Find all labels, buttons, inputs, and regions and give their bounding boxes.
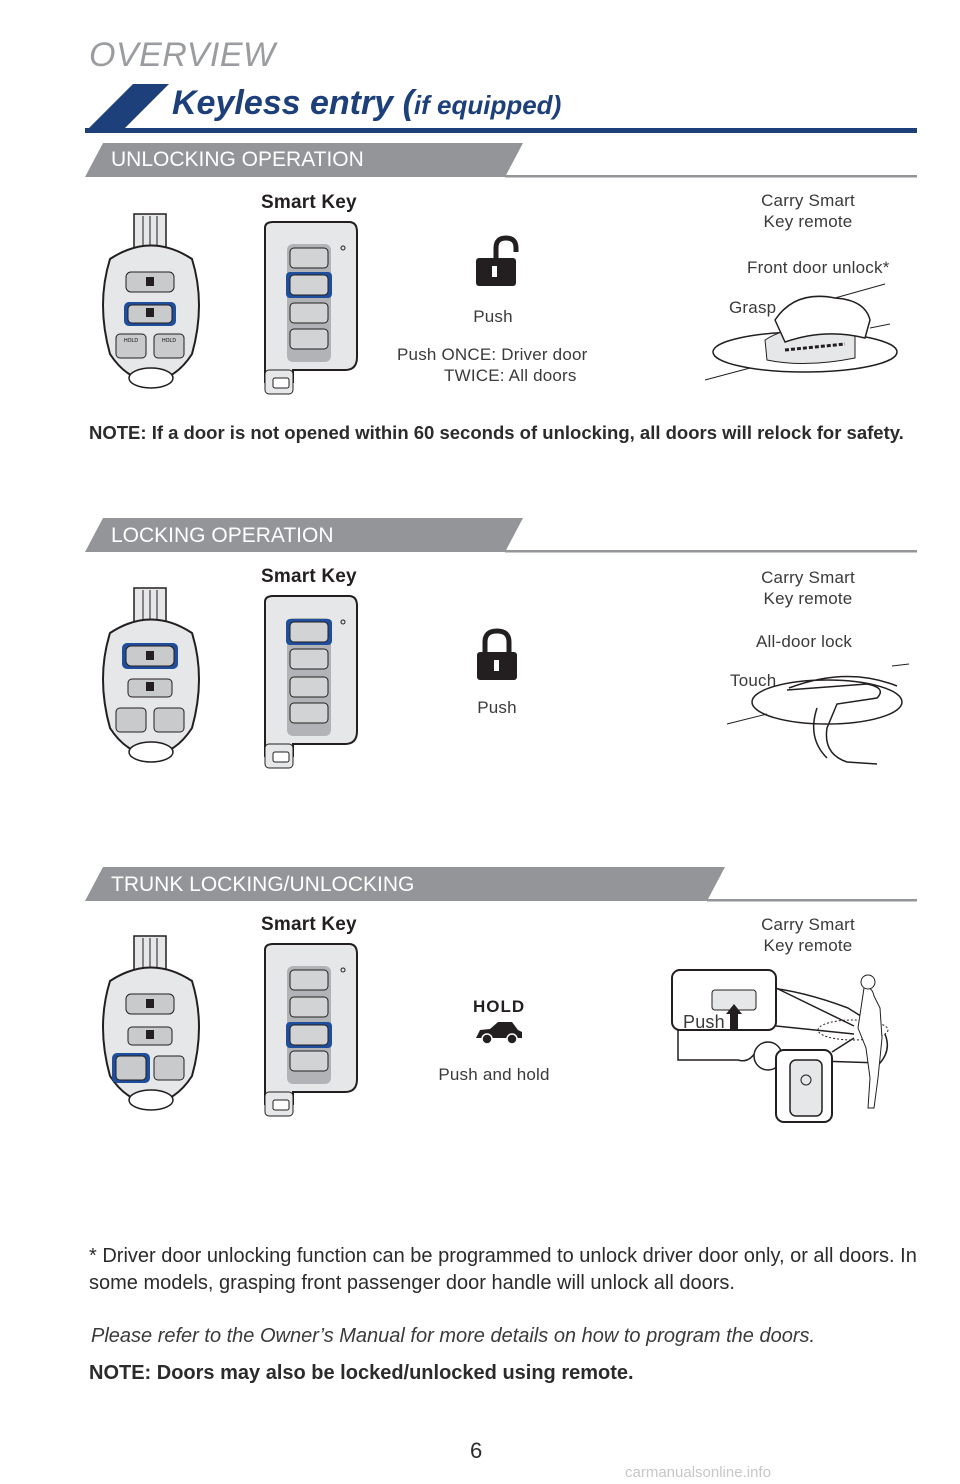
all-door-lock-label: All-door lock — [756, 632, 853, 651]
smart-key-label: Smart Key — [261, 192, 357, 213]
svg-text:HOLD: HOLD — [162, 338, 176, 344]
trunk-icon — [474, 1020, 524, 1046]
trunk-push-illustration — [668, 968, 912, 1126]
push-label-unlock: Push — [473, 307, 513, 326]
footnote-owners-manual: Please refer to the Owner’s Manual for more details on how to program the doors. — [91, 1325, 816, 1347]
front-door-unlock-label: Front door unlock* — [747, 258, 890, 277]
smart-key-label: Smart Key — [261, 914, 357, 935]
unlock-icon — [474, 236, 520, 288]
push-label-lock: Push — [477, 698, 517, 717]
note-remote: NOTE: Doors may also be locked/unlocked using remote. — [89, 1362, 634, 1384]
carry-smart-label: Carry Smart — [761, 568, 855, 587]
key-fob-remote-icon — [96, 214, 206, 396]
key-fob-remote-icon — [96, 936, 206, 1118]
smart-key-label: Smart Key — [261, 566, 357, 587]
key-remote-label: Key remote — [763, 936, 853, 955]
push-and-hold-label: Push and hold — [438, 1065, 550, 1084]
door-handle-touch-illustration — [727, 658, 912, 768]
key-fob-remote-icon — [96, 588, 206, 770]
carry-smart-label: Carry Smart — [761, 915, 855, 934]
section-label-trunk: TRUNK LOCKING/UNLOCKING — [111, 873, 415, 896]
watermark: carmanualsonline.info — [625, 1464, 771, 1481]
key-remote-label: Key remote — [763, 589, 853, 608]
carry-smart-label: Carry Smart — [761, 191, 855, 210]
door-handle-grasp-illustration — [705, 280, 905, 388]
smart-key-icon — [259, 596, 359, 774]
overview-heading: OVERVIEW — [89, 36, 276, 74]
section-label-unlocking: UNLOCKING OPERATION — [111, 148, 364, 171]
grasp-label: Grasp — [729, 298, 777, 317]
smart-key-icon — [259, 944, 359, 1122]
smart-key-icon — [259, 222, 359, 400]
touch-label: Touch — [730, 671, 777, 690]
footnote-driver-door: * Driver door unlocking function can be programmed to unlock driver door only, or all doors. In some models, grasping front passenger door handle will unlock all doors. — [89, 1245, 917, 1294]
key-hold-text: HOLD — [124, 338, 138, 344]
hold-label: HOLD — [473, 997, 526, 1016]
note-unlock-relock: NOTE: If a door is not opened within 60 seconds of unlocking, all doors will relock for safety. — [89, 422, 904, 443]
section-label-locking: LOCKING OPERATION — [111, 524, 334, 547]
push-callout-label: Push — [683, 1012, 725, 1032]
page-title: Keyless entry (if equipped) — [172, 84, 562, 122]
push-twice-label: TWICE: All doors — [444, 366, 577, 385]
key-remote-label: Key remote — [763, 212, 853, 231]
push-once-label: Push ONCE: Driver door — [397, 345, 588, 364]
lock-icon — [476, 628, 518, 682]
page-number: 6 — [470, 1438, 483, 1463]
